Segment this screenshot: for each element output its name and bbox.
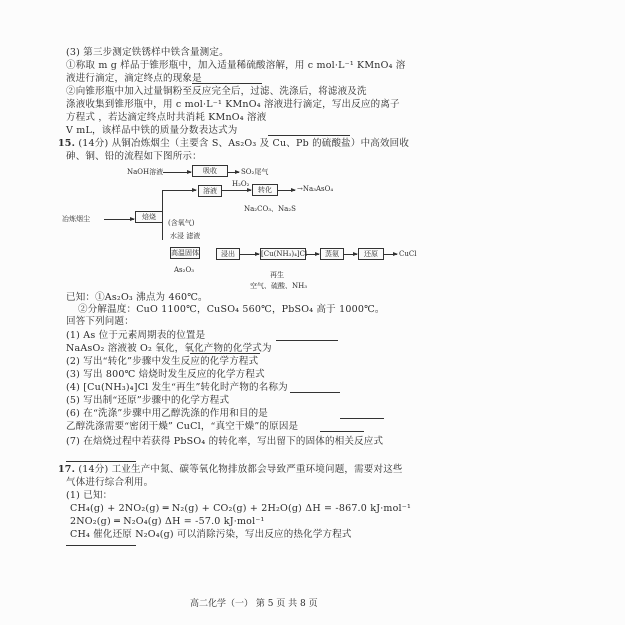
flow-label-na3aso4: →Na₃AsO₄ — [297, 185, 334, 193]
flow-box-roast: 焙烧 — [135, 211, 163, 223]
q15-sub6-line1: (6) 在“洗涤”步骤中用乙醇洗涤的作用和目的是 — [66, 408, 268, 419]
answer-blank — [276, 340, 338, 341]
flow-box-residue: 高温固体 — [171, 249, 199, 257]
q15-stem-text: (14分) 从铜冶炼烟尘（主要含 S、As₂O₃ 及 Cu、Pb 的硫酸盐）中高效回收 — [78, 138, 410, 149]
flow-label-tail-gas: SO₂尾气 — [241, 168, 269, 176]
q15-sub7-line1: (7) 在焙烧过程中若获得 PbSO₄ 的转化率，写出留下的固体的相关反应式 — [66, 436, 384, 447]
flow-arrow — [343, 254, 357, 255]
q16-ch4-line: CH₄ 催化还原 N₂O₄(g) 可以消除污染，写出反应的热化学方程式 — [70, 529, 352, 540]
flow-arrow — [221, 190, 251, 191]
q16-eq2: 2NO₂(g) ═ N₂O₄(g) ΔH = -57.0 kJ·mol⁻¹ — [70, 516, 265, 527]
flow-box-steam: 蒸氨 — [320, 248, 344, 260]
flow-label-raw-material: 冶炼烟尘 — [62, 215, 90, 223]
q16-stem-text: (14分) 工业生产中氮、碳等氧化物排放都会导致严重环境问题，需要对这些 — [78, 464, 403, 475]
flow-box-complex: [Cu(NH₃)₄]Cl — [261, 250, 308, 258]
answer-blank — [320, 431, 364, 432]
flow-arrow — [227, 172, 239, 173]
q15-sub3: (3) 写出 800℃ 焙烧时发生反应的化学方程式 — [66, 369, 265, 380]
flow-arrow — [277, 190, 295, 191]
flow-line — [162, 190, 163, 240]
flow-label-na2co3: Na₂CO₃、Na₂S — [244, 205, 296, 213]
answer-blank — [66, 461, 136, 462]
question-number: 17. — [58, 464, 76, 475]
flow-box-convert: 转化 — [252, 184, 278, 196]
process-flow-chart — [60, 158, 420, 288]
answer-blank — [66, 545, 136, 546]
q15-sub4: (4) [Cu(NH₃)₄]Cl 发生“再生”转化时产物的名称为 — [66, 382, 288, 393]
q15-stem-line1 — [58, 138, 409, 149]
flow-arrow — [163, 172, 191, 173]
flow-label-solid: 水浸 滤液 — [170, 232, 201, 240]
q14-part3-line6: 方程式 ，若达滴定终点时共消耗 KMnO₄ 溶液 — [66, 112, 267, 123]
q14-part3-line3: 液进行滴定，滴定终点的现象是 — [66, 73, 202, 84]
q16-stem-line2: 气体进行综合利用。 — [66, 477, 154, 488]
q15-sub1-line1: (1) As 位于元素周期表的位置是 — [66, 330, 206, 341]
q15-sub2: (2) 写出“转化”步骤中发生反应的化学方程式 — [66, 356, 259, 367]
q15-sub6-line2: 乙醇洗涤需要“密闭干燥” CuCl，“真空干燥”的原因是 — [66, 421, 299, 432]
q14-part3-line4: ②向锥形瓶中加入过量铜粉至反应完全后，过滤、洗涤后，将滤液及洗 — [66, 86, 367, 97]
answer-blank — [340, 418, 384, 419]
flow-label-air-nh3: 空气、硫酸、NH₃ — [250, 282, 308, 290]
q15-prompt: 回答下列问题： — [66, 316, 134, 327]
q15-known-1: 已知：①As₂O₃ 沸点为 460℃。 — [66, 292, 208, 303]
answer-blank — [190, 353, 260, 354]
flow-arrow — [383, 254, 397, 255]
answer-blank — [268, 135, 350, 136]
flow-label-regen: 再生 — [270, 271, 284, 279]
flow-label-oxygen: (含氧气) — [168, 219, 195, 227]
flow-arrow — [239, 254, 259, 255]
flow-box-solution: 溶液 — [198, 185, 222, 197]
q16-eq1: CH₄(g) + 2NO₂(g) ═ N₂(g) + CO₂(g) + 2H₂O(g) ΔH = -867.0 kJ·mol⁻¹ — [70, 503, 412, 514]
flow-arrow — [104, 219, 134, 220]
q16-sub1: (1) 已知： — [66, 490, 113, 501]
flow-arrow — [305, 254, 319, 255]
flow-arrow — [162, 190, 196, 191]
q15-sub5: (5) 写出制“还原”步骤中的化学方程式 — [66, 395, 230, 406]
page-footer: 高二化学（一） 第 5 页 共 8 页 — [190, 599, 318, 609]
flow-label-cucl: CuCl — [399, 250, 417, 258]
flow-label-as2o3: As₂O₃ — [174, 266, 194, 274]
flow-box-absorb: 吸收 — [192, 165, 228, 177]
answer-blank — [192, 83, 262, 84]
flow-label-h2o2: H₂O₂ — [232, 180, 250, 188]
q15-known-2: ②分解温度：CuO 1100℃，CuSO₄ 560℃，PbSO₄ 高于 1000℃。 — [78, 304, 385, 315]
q16-stem-line1 — [58, 464, 403, 475]
q14-part3-line2: ①称取 m g 样品于锥形瓶中，加入适量稀硫酸溶解，用 c mol·L⁻¹ KMnO₄ 溶 — [66, 60, 406, 71]
q14-part3-line1: (3) 第三步测定铁锈样中铁含量测定。 — [66, 47, 229, 58]
question-number: 15. — [58, 138, 76, 149]
q15-sub1-line2: NaAsO₂ 溶液被 O₂ 氧化，氧化产物的化学式为 — [66, 343, 272, 354]
answer-blank — [290, 392, 340, 393]
flow-box-leach: 浸出 — [216, 248, 240, 260]
q14-part3-line7: V mL，该样品中铁的质量分数表达式为 — [66, 125, 238, 136]
q15-stem-line2: 砷、铜、铅的流程如下图所示： — [66, 151, 202, 162]
q14-part3-line5: 涤液收集到锥形瓶中，用 c mol·L⁻¹ KMnO₄ 溶液进行滴定，写出反应的离子 — [66, 99, 400, 110]
flow-box-reduce: 还原 — [358, 248, 384, 260]
flow-label-naoh: NaOH溶液 — [127, 168, 164, 176]
